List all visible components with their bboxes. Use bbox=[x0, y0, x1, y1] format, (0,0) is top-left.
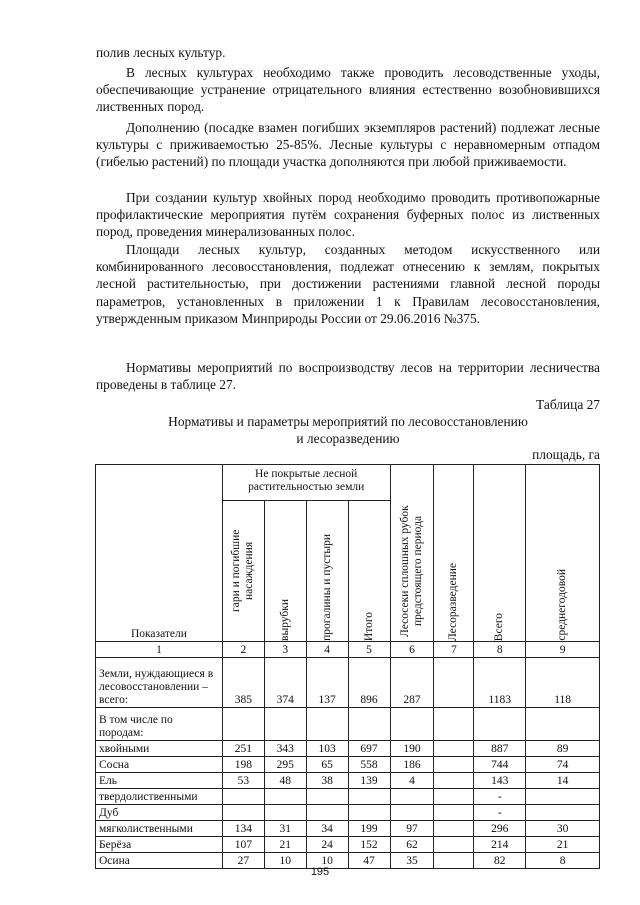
col-number-3: 3 bbox=[264, 642, 306, 658]
cell-c5: 896 bbox=[348, 658, 390, 708]
table-row bbox=[96, 741, 600, 757]
cell-c6: 287 bbox=[390, 658, 434, 708]
col-number-8: 8 bbox=[474, 642, 526, 658]
header-col7-cell bbox=[434, 465, 474, 642]
header-col2: гари и погибшие насаждения bbox=[230, 529, 256, 613]
header-indicators: Показатели bbox=[96, 465, 223, 642]
cell-c3 bbox=[264, 708, 306, 741]
cell-c3: 10 bbox=[264, 853, 306, 869]
row-label: Земли, нуждающиеся в лесовосстановлении – всего: bbox=[96, 658, 223, 708]
cell-c4 bbox=[306, 708, 348, 741]
header-col9-cell bbox=[526, 465, 600, 642]
cell-c4: 65 bbox=[306, 757, 348, 773]
cell-c2: 385 bbox=[222, 658, 264, 708]
cell-c2: 53 bbox=[222, 773, 264, 789]
header-col6-cell bbox=[390, 465, 434, 642]
cell-c3: 21 bbox=[264, 837, 306, 853]
cell-c2 bbox=[222, 805, 264, 821]
cell-c3: 48 bbox=[264, 773, 306, 789]
cell-c9: 74 bbox=[526, 757, 600, 773]
cell-c4: 10 bbox=[306, 853, 348, 869]
cell-c7 bbox=[434, 658, 474, 708]
row-label: хвойными bbox=[96, 741, 223, 757]
cell-c2: 107 bbox=[222, 837, 264, 853]
paragraph-3: Дополнению (посадке взамен погибших экземпляров растений) подлежат лесные культуры с приживаемостью 25-85%. Лесные культуры с неравномерным отпадом (гибелью растений) по площади участка дополняются при любой приживаемости. bbox=[96, 120, 600, 170]
row-label: Дуб bbox=[96, 805, 223, 821]
table-row bbox=[96, 821, 600, 837]
cell-c9: 118 bbox=[526, 658, 600, 708]
header-col6: Лесосеки сплошных рубок предстоящего периода bbox=[398, 505, 424, 637]
header-col3: вырубки bbox=[278, 599, 291, 641]
cell-c5: 697 bbox=[348, 741, 390, 757]
cell-c6 bbox=[390, 789, 434, 805]
cell-c5 bbox=[348, 805, 390, 821]
row-label: В том числе по породам: bbox=[96, 708, 223, 741]
table-row bbox=[96, 805, 600, 821]
cell-c8: 1183 bbox=[474, 658, 526, 708]
cell-c2 bbox=[222, 789, 264, 805]
cell-c6 bbox=[390, 708, 434, 741]
col-number-9: 9 bbox=[526, 642, 600, 658]
cell-c3: 374 bbox=[264, 658, 306, 708]
cell-c4: 137 bbox=[306, 658, 348, 708]
cell-c7 bbox=[434, 708, 474, 741]
cell-c7 bbox=[434, 837, 474, 853]
row-label: Берёза bbox=[96, 837, 223, 853]
header-col5-cell bbox=[348, 501, 390, 642]
cell-c8: - bbox=[474, 789, 526, 805]
paragraph-6: Нормативы мероприятий по воспроизводству лесов на территории лесничества проведены в таблице 27. bbox=[96, 360, 600, 393]
row-label: твердолиственными bbox=[96, 789, 223, 805]
col-number-6: 6 bbox=[390, 642, 434, 658]
cell-c6: 190 bbox=[390, 741, 434, 757]
cell-c7 bbox=[434, 821, 474, 837]
cell-c9 bbox=[526, 805, 600, 821]
cell-c9: 14 bbox=[526, 773, 600, 789]
col-number-7: 7 bbox=[434, 642, 474, 658]
cell-c7 bbox=[434, 741, 474, 757]
cell-c9 bbox=[526, 789, 600, 805]
paragraph-2: В лесных культурах необходимо также проводить лесоводственные уходы, обеспечивающие устранение отрицательного влияния естественно возобновившихся лиственных пород. bbox=[96, 65, 600, 115]
cell-c2: 27 bbox=[222, 853, 264, 869]
paragraph-4: При создании культур хвойных пород необходимо проводить противопожарные профилактические мероприятия путём сохранения буферных полос из лиственных пород, проведения минерализованных полос. bbox=[96, 190, 600, 240]
cell-c5: 152 bbox=[348, 837, 390, 853]
header-col4-cell bbox=[306, 501, 348, 642]
cell-c6: 35 bbox=[390, 853, 434, 869]
cell-c9 bbox=[526, 708, 600, 741]
header-col4: прогалины и пустыри bbox=[320, 534, 333, 641]
header-group-unforested: Не покрытые лесной растительностью земли bbox=[222, 465, 390, 501]
table-row bbox=[96, 789, 600, 805]
cell-c8: 143 bbox=[474, 773, 526, 789]
cell-c2: 198 bbox=[222, 757, 264, 773]
cell-c8: 887 bbox=[474, 741, 526, 757]
row-label: мягколиственными bbox=[96, 821, 223, 837]
cell-c5 bbox=[348, 708, 390, 741]
cell-c7 bbox=[434, 805, 474, 821]
table-row bbox=[96, 708, 600, 741]
table-row bbox=[96, 773, 600, 789]
cell-c5 bbox=[348, 789, 390, 805]
cell-c9: 89 bbox=[526, 741, 600, 757]
table-unit: площадь, га bbox=[532, 447, 600, 462]
cell-c3 bbox=[264, 805, 306, 821]
table-row bbox=[96, 757, 600, 773]
cell-c3 bbox=[264, 789, 306, 805]
table-title-line-1: Нормативы и параметры мероприятий по лесовосстановлению bbox=[168, 414, 528, 429]
cell-c6 bbox=[390, 805, 434, 821]
norms-table bbox=[95, 464, 600, 869]
cell-c4: 24 bbox=[306, 837, 348, 853]
header-col3-cell bbox=[264, 501, 306, 642]
table-body bbox=[96, 658, 600, 869]
cell-c2: 134 bbox=[222, 821, 264, 837]
cell-c8: 214 bbox=[474, 837, 526, 853]
col-number-4: 4 bbox=[306, 642, 348, 658]
header-col7: Лесоразведение bbox=[447, 562, 460, 641]
col-number-2: 2 bbox=[222, 642, 264, 658]
cell-c7 bbox=[434, 789, 474, 805]
cell-c4 bbox=[306, 805, 348, 821]
page-number: 195 bbox=[310, 866, 330, 878]
cell-c9: 30 bbox=[526, 821, 600, 837]
paragraph-5: Площади лесных культур, созданных методом искусственного или комбинированного лесовосстановления, подлежат отнесению к землям, покрытых лесной растительностью, при достижении растениями главной лесной породы параметров, установленных в приложении 1 к Правилам лесовосстановления, утвержденным приказом Минприроды России от 29.06.2016 №375. bbox=[96, 242, 600, 326]
cell-c5: 199 bbox=[348, 821, 390, 837]
cell-c4 bbox=[306, 789, 348, 805]
cell-c2 bbox=[222, 708, 264, 741]
cell-c8 bbox=[474, 708, 526, 741]
cell-c8: 82 bbox=[474, 853, 526, 869]
cell-c9: 21 bbox=[526, 837, 600, 853]
header-col8-cell bbox=[474, 465, 526, 642]
paragraph-1: полив лесных культур. bbox=[96, 45, 226, 60]
cell-c2: 251 bbox=[222, 741, 264, 757]
cell-c5: 47 bbox=[348, 853, 390, 869]
table-row bbox=[96, 658, 600, 708]
cell-c7 bbox=[434, 757, 474, 773]
col-number-1: 1 bbox=[96, 642, 223, 658]
cell-c5: 139 bbox=[348, 773, 390, 789]
table-title-line-2: и лесоразведению bbox=[296, 431, 400, 446]
cell-c3: 343 bbox=[264, 741, 306, 757]
cell-c7 bbox=[434, 773, 474, 789]
cell-c6: 4 bbox=[390, 773, 434, 789]
row-label: Ель bbox=[96, 773, 223, 789]
cell-c4: 38 bbox=[306, 773, 348, 789]
header-col9: среднегодовой bbox=[556, 569, 569, 641]
cell-c8: 744 bbox=[474, 757, 526, 773]
cell-c4: 34 bbox=[306, 821, 348, 837]
cell-c8: - bbox=[474, 805, 526, 821]
cell-c3: 295 bbox=[264, 757, 306, 773]
header-col2-cell bbox=[222, 501, 264, 642]
header-col8: Всего bbox=[493, 612, 506, 641]
cell-c4: 103 bbox=[306, 741, 348, 757]
cell-c9: 8 bbox=[526, 853, 600, 869]
row-label: Осина bbox=[96, 853, 223, 869]
cell-c6: 62 bbox=[390, 837, 434, 853]
col-number-5: 5 bbox=[348, 642, 390, 658]
header-col5: Итого bbox=[362, 611, 375, 641]
cell-c6: 186 bbox=[390, 757, 434, 773]
row-label: Сосна bbox=[96, 757, 223, 773]
cell-c3: 31 bbox=[264, 821, 306, 837]
cell-c8: 296 bbox=[474, 821, 526, 837]
cell-c5: 558 bbox=[348, 757, 390, 773]
cell-c6: 97 bbox=[390, 821, 434, 837]
table-row bbox=[96, 837, 600, 853]
table-label: Таблица 27 bbox=[536, 397, 600, 412]
